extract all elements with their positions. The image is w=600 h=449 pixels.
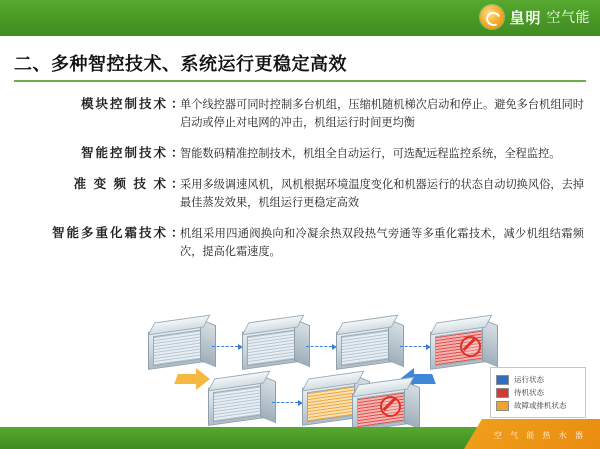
unit-row1-4 <box>430 322 494 368</box>
legend-item <box>496 387 580 398</box>
feature-label: 智能多重化霜技术 <box>51 226 168 240</box>
feature-colon: ： <box>171 226 184 240</box>
flow-arrow-icon <box>400 346 426 347</box>
list-item <box>0 176 600 212</box>
feature-colon: ： <box>171 97 184 111</box>
unit-row1-1 <box>148 322 212 368</box>
feature-colon: ： <box>171 177 184 191</box>
feature-label: 智能控制技术 <box>80 146 168 160</box>
brand-name: 皇明 <box>509 9 542 27</box>
brand-logo <box>480 5 590 29</box>
legend-swatch-fault <box>496 401 509 411</box>
unit-grille <box>247 329 295 366</box>
legend-label: 故障或排机状态 <box>514 401 567 410</box>
sun-circle-icon <box>480 5 504 29</box>
no-entry-icon <box>380 396 401 417</box>
legend <box>490 367 586 418</box>
flow-arrow-icon <box>306 346 332 347</box>
legend-item <box>496 374 580 385</box>
feature-text: 采用多级调速风机，风机根据环境温度变化和机器运行的状态自动切换风俗，去掉最佳蒸发效果，机组运行更稳定高效 <box>180 179 584 209</box>
unit-row2-3 <box>352 384 416 430</box>
header-bar <box>0 0 600 36</box>
flow-arrow-icon <box>272 402 298 403</box>
footer-ribbon-text: 空 气 能 热 水 器 <box>493 431 586 440</box>
brand-subname: 空气能 <box>546 9 590 25</box>
feature-list <box>0 96 600 274</box>
title-divider <box>14 80 586 82</box>
feature-text: 单个线控器可同时控制多台机组，压缩机随机梯次启动和停止。避免多台机组同时启动或停止对电网的冲击，机组运行时间更均衡 <box>180 99 584 129</box>
legend-label: 待机状态 <box>514 388 544 397</box>
flow-arrow-icon <box>212 346 238 347</box>
unit-grille <box>153 329 201 366</box>
feature-text: 智能数码精准控制技术，机组全自动运行，可选配远程监控系统，全程监控。 <box>180 148 561 160</box>
unit-grille <box>307 385 355 422</box>
feature-label: 模块控制技术 <box>80 97 168 111</box>
feature-colon: ： <box>171 146 184 160</box>
legend-label: 运行状态 <box>514 375 544 384</box>
legend-swatch-running <box>496 375 509 385</box>
unit-row1-3 <box>336 322 400 368</box>
list-item <box>0 96 600 132</box>
unit-grille <box>341 329 389 366</box>
page-title: 二、多种智控技术、系统运行更稳定高效 <box>14 54 347 74</box>
unit-row1-2 <box>242 322 306 368</box>
legend-item <box>496 400 580 411</box>
unit-diagram <box>0 300 600 428</box>
feature-label: 准 变 频 技 术 <box>73 177 168 191</box>
feature-text: 机组采用四通阀换向和冷凝余热双段热气旁通等多重化霜技术，减少机组结霜频次，提高化霜速度。 <box>180 228 584 258</box>
list-item <box>0 225 600 261</box>
no-entry-icon <box>460 336 481 357</box>
yellow-flow-arrow-icon <box>176 368 210 390</box>
unit-grille <box>213 385 261 422</box>
unit-row2-1 <box>208 378 272 424</box>
list-item <box>0 145 600 163</box>
legend-swatch-standby <box>496 388 509 398</box>
